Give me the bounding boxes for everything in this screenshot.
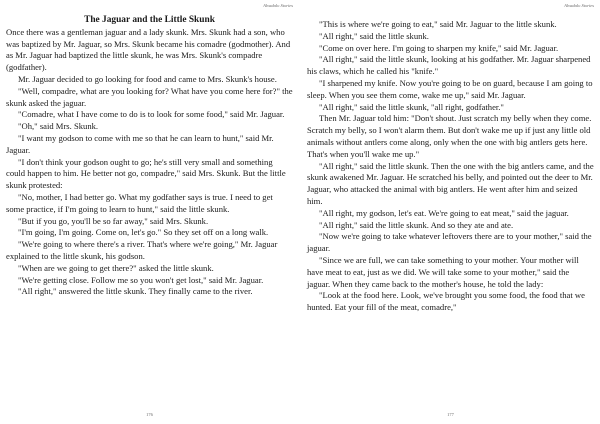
left-page	[6, 0, 293, 424]
paragraph: "All right," said the little skunk. And so they ate and ate.	[319, 219, 514, 230]
paragraph: "Well, compadre, what are you looking for? What have you come here for?" the skunk asked the jaguar.	[6, 85, 293, 108]
right-page	[307, 0, 594, 424]
paragraph: Once there was a gentleman jaguar and a lady skunk. Mrs. Skunk had a son, who was baptized by Mr. Jaguar, so Mrs. Skunk became his comadre (godmother). And as Mr. Jaguar had baptized the little skunk, he was Mrs. Skunk's compadre (godfather).	[6, 26, 291, 73]
running-head-left: Alvadalo Stories	[263, 3, 293, 8]
paragraph: "But if you go, you'll be so far away," said Mrs. Skunk.	[18, 215, 209, 226]
paragraph: "Oh," said Mrs. Skunk.	[18, 121, 99, 132]
paragraph: "This is where we're going to eat," said Mr. Jaguar to the little skunk.	[319, 19, 557, 29]
right-page-text	[307, 19, 594, 314]
paragraph: "I want my godson to come with me so that he can learn to hunt," said Mr. Jaguar.	[6, 132, 274, 155]
paragraph: "All right," answered the little skunk. They finally came to the river.	[18, 286, 253, 297]
running-head-right: Alvadalo Stories	[564, 3, 594, 8]
paragraph: "All right," said the little skunk.	[319, 30, 429, 41]
paragraph: "Comadre, what I have come to do is to look for some food," said Mr. Jaguar.	[18, 109, 285, 120]
page-number-left: 176	[146, 412, 153, 417]
paragraph: "Now we're going to take whatever leftovers there are to your mother," said the jaguar.	[307, 231, 592, 254]
paragraph: "Come on over here. I'm going to sharpen my knife," said Mr. Jaguar.	[319, 42, 559, 53]
paragraph: "All right," said the little skunk, looking at his godfather. Mr. Jaguar sharpened his claws, which he called his "knife."	[307, 54, 591, 77]
paragraph: "All right," said the little skunk, "all right, godfather."	[319, 101, 504, 112]
paragraph: "I don't think your godson ought to go; he's still very small and something could happen to him. He better not go, compadre," said Mrs. Skunk. But the little skunk protested:	[6, 156, 286, 191]
paragraph: "We're getting close. Follow me so you won't get lost," said Mr. Jaguar.	[18, 274, 264, 285]
paragraph: Then Mr. Jaguar told him: "Don't shout. Just scratch my belly when they come. Scratch my belly, so I won't alarm them. But don't wake me up if just any little old animals without antlers come along, only when the one with big antlers gets here. That's when you'll wake me up."	[307, 113, 592, 159]
paragraph: "All right," said the little skunk. Then the one with the big antlers came, and the skunk awakened Mr. Jaguar. He scratched his belly, and pointed out the deer to Mr. Jaguar, who attacked the animal with big antlers. He went after him and seized him.	[307, 160, 594, 206]
story-title: The Jaguar and the Little Skunk	[84, 15, 215, 25]
paragraph: "I sharpened my knife. Now you're going to be on guard, because I am going to sleep. When you see them come, wake me up," said Mr. Jaguar.	[307, 77, 593, 100]
paragraph: "Since we are full, we can take something to your mother. Your mother will have meat to eat, just as we did. We will take some to your mother," said the jaguar. When they came back to the mother's house, he told the lady:	[307, 254, 579, 289]
paragraph: "All right, my godson, let's eat. We're going to eat meat," said the jaguar.	[319, 207, 569, 218]
left-page-text	[6, 15, 293, 298]
paragraph: Mr. Jaguar decided to go looking for food and came to Mrs. Skunk's house.	[18, 73, 277, 84]
paragraph: "No, mother, I had better go. What my godfather says is true. I need to get some practice, if I'm going to learn to hunt," said the little skunk.	[6, 191, 273, 214]
paragraph: "I'm going, I'm going. Come on, let's go." So they set off on a long walk.	[18, 227, 269, 238]
paragraph: "We're going to where there's a river. That's where we're going," Mr. Jaguar explained to the little skunk, his godson.	[6, 239, 278, 261]
page-number-right: 177	[447, 412, 454, 417]
paragraph: "When are we going to get there?" asked the little skunk.	[18, 262, 214, 273]
paragraph: "Look at the food here. Look, we've brought you some food, the food that we hunted. Eat your fill of the meat, comadre,"	[307, 290, 585, 313]
